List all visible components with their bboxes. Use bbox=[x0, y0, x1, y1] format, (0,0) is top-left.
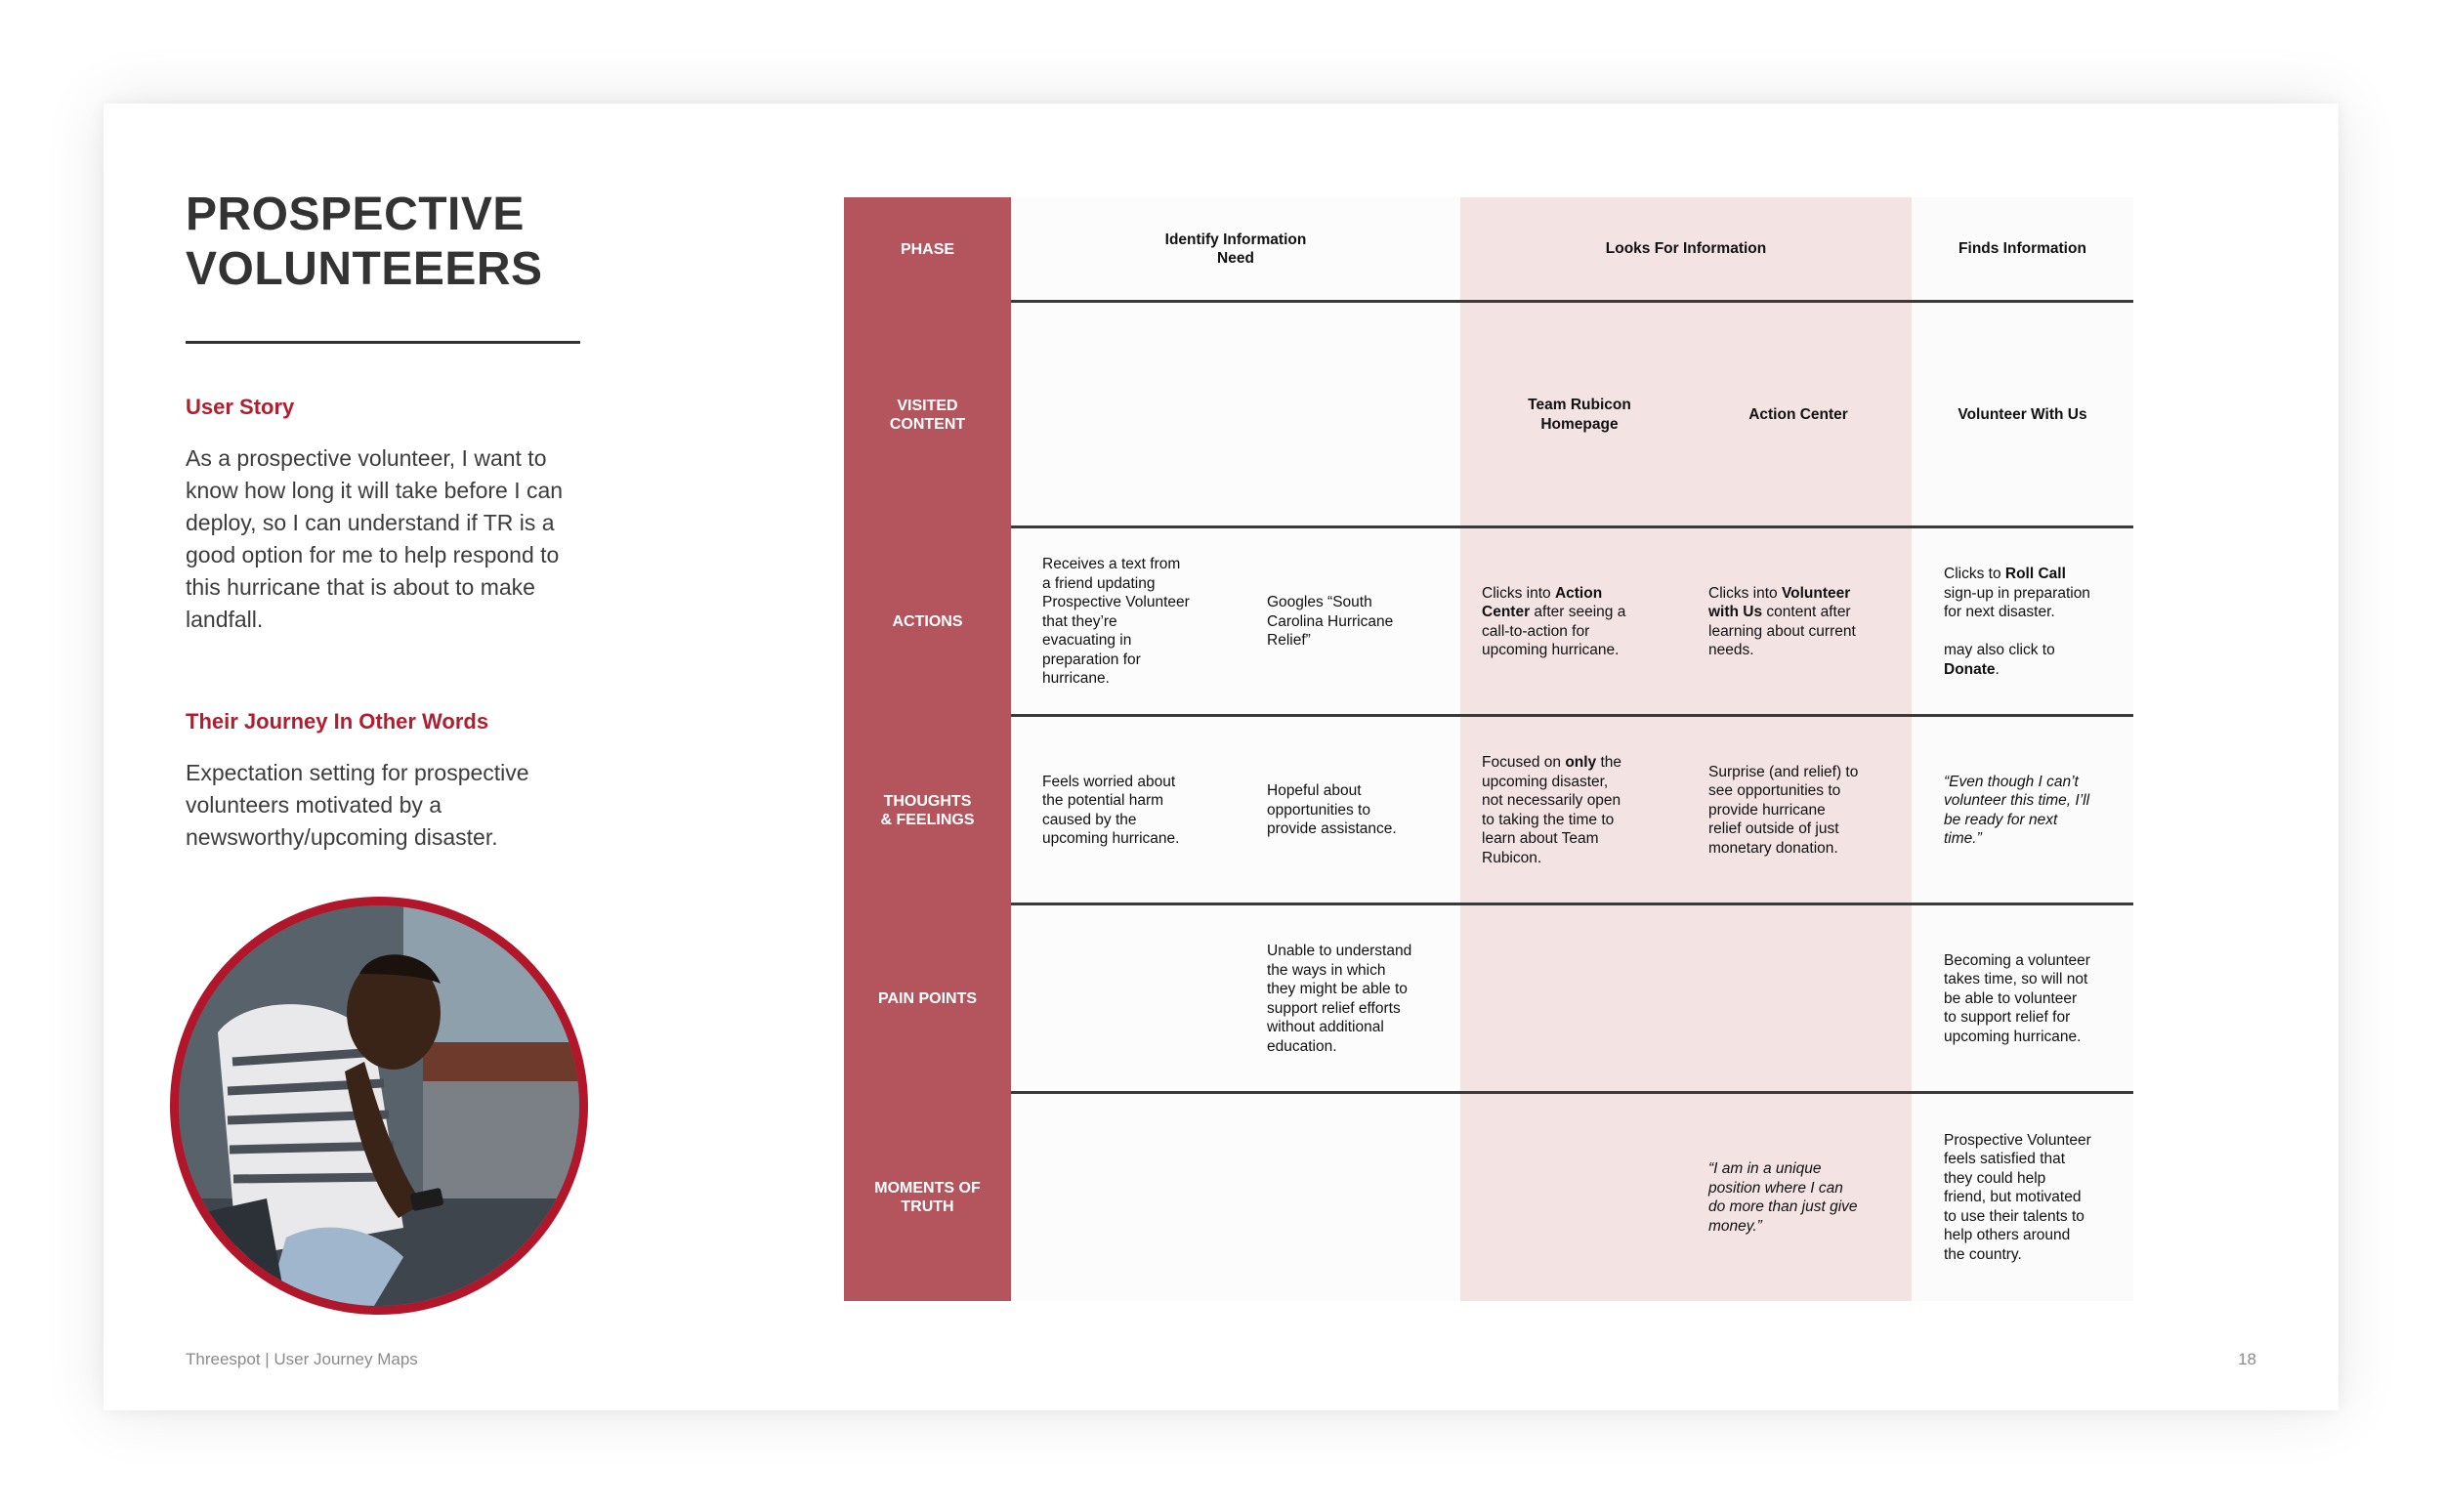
action-finds-1-end: . bbox=[1995, 660, 2000, 678]
thought-finds-1-text: “Even though I can’t volunteer this time, I’ll be ready for next time.” bbox=[1944, 773, 2090, 847]
moment-finds-1 bbox=[1944, 1094, 2129, 1301]
action-looks-1-text bbox=[1482, 584, 1625, 660]
action-looks-2 bbox=[1708, 528, 1904, 715]
visited-volunteer-with-us: Volunteer With Us bbox=[1958, 405, 2087, 423]
action-finds-1 bbox=[1944, 528, 2129, 715]
action-looks-1 bbox=[1482, 528, 1677, 715]
thought-looks-1-post: the upcoming disaster, not necessarily open to taking the time to learn about Team Rubicon. bbox=[1482, 754, 1622, 866]
thought-finds-1 bbox=[1944, 717, 2129, 903]
thought-identify-2-text: Hopeful about opportunities to provide assistance. bbox=[1267, 782, 1397, 838]
thought-looks-1-pre: Focused on bbox=[1482, 754, 1566, 771]
slide bbox=[104, 104, 2338, 1410]
phase-finds: Finds Information bbox=[1958, 240, 2086, 258]
thought-looks-2-text: Surprise (and relief) to see opportunities to provide hurricane relief outside of just monetary donation. bbox=[1708, 763, 1859, 857]
action-finds-1-text bbox=[1944, 565, 2090, 679]
phase-looks: Looks For Information bbox=[1605, 240, 1767, 258]
action-identify-1 bbox=[1042, 528, 1247, 715]
action-finds-1-pre: Clicks to bbox=[1944, 566, 2005, 582]
thought-identify-1 bbox=[1042, 717, 1247, 903]
action-finds-1-post: sign-up in preparation for next disaster. may also click to bbox=[1944, 584, 2090, 658]
journey-text: Expectation setting for prospective volunteers motivated by a newsworthy/upcoming disaster. bbox=[186, 760, 529, 850]
user-story-heading: User Story bbox=[186, 395, 295, 419]
action-finds-1-emphasis: Roll Call bbox=[2004, 566, 2066, 582]
footer-source: Threespot | User Journey Maps bbox=[186, 1350, 418, 1368]
action-identify-2-text: Googles “South Carolina Hurricane Relief” bbox=[1267, 594, 1394, 650]
thought-identify-2 bbox=[1267, 717, 1453, 903]
page-title: PROSPECTIVE VOLUNTEEERS bbox=[186, 189, 543, 295]
row-label-visited-content: VISITED CONTENT bbox=[889, 397, 966, 433]
action-looks-1-pre: Clicks into bbox=[1482, 584, 1555, 602]
thought-identify-1-text: Feels worried about the potential harm caused by the upcoming hurricane. bbox=[1042, 773, 1180, 847]
visited-team-rubicon-homepage: Team Rubicon Homepage bbox=[1528, 397, 1631, 433]
action-identify-1-text: Receives a text from a friend updating Prospective Volunteer that they’re evacuating in preparation for hurricane. bbox=[1042, 556, 1190, 688]
row-label-phase: PHASE bbox=[900, 240, 955, 258]
action-identify-2 bbox=[1267, 528, 1453, 715]
thought-looks-2 bbox=[1708, 717, 1904, 903]
action-looks-1-post: after seeing a call-to-action for upcoming hurricane. bbox=[1482, 604, 1626, 658]
thought-looks-1 bbox=[1482, 717, 1677, 903]
page-number: 18 bbox=[2238, 1350, 2256, 1368]
action-looks-2-pre: Clicks into bbox=[1708, 584, 1782, 602]
title-divider bbox=[186, 341, 580, 344]
row-label-actions: ACTIONS bbox=[892, 613, 963, 630]
action-finds-1-emphasis-2: Donate bbox=[1944, 660, 1996, 678]
visited-action-center: Action Center bbox=[1748, 405, 1848, 423]
row-label-pain-points: PAIN POINTS bbox=[877, 990, 978, 1007]
moment-finds-1-text: Prospective Volunteer feels satisfied that they could help friend, but motivated to use their talents to help others around the country. bbox=[1944, 1131, 2091, 1263]
volunteer-photo-illustration bbox=[179, 905, 579, 1306]
thought-looks-1-emphasis: only bbox=[1565, 754, 1597, 771]
row-label-moments-of-truth: MOMENTS OF TRUTH bbox=[874, 1180, 981, 1215]
phase-identify: Identify Information Need bbox=[1164, 231, 1307, 267]
journey-heading: Their Journey In Other Words bbox=[186, 709, 489, 734]
action-looks-1-emphasis: Action Center bbox=[1482, 584, 1603, 620]
action-looks-2-post: content after learning about current needs. bbox=[1708, 604, 1856, 658]
pain-identify-2-text: Unable to understand the ways in which they might be able to support relief efforts without additional education. bbox=[1267, 943, 1412, 1055]
action-looks-2-text bbox=[1708, 584, 1856, 660]
action-looks-2-emphasis: Volunteer with Us bbox=[1708, 584, 1851, 620]
journey-map-table bbox=[844, 197, 2133, 1301]
user-story-text: As a prospective volunteer, I want to know how long it will take before I can deploy, so I can understand if TR is a good option for me to help respond to this hurricane that is about to make landfall. bbox=[186, 445, 564, 632]
volunteer-photo bbox=[170, 897, 588, 1315]
thought-looks-1-text bbox=[1482, 753, 1621, 867]
pain-finds-1-text: Becoming a volunteer takes time, so will not be able to volunteer to support relief for upcoming hurricane. bbox=[1944, 951, 2090, 1045]
row-label-thoughts-feelings: THOUGHTS & FEELINGS bbox=[880, 792, 975, 828]
moment-looks-2 bbox=[1708, 1094, 1904, 1301]
moment-looks-2-text: “I am in a unique position where I can do more than just give money.” bbox=[1708, 1160, 1858, 1235]
pain-identify-2 bbox=[1267, 905, 1453, 1092]
pain-finds-1 bbox=[1944, 905, 2129, 1092]
